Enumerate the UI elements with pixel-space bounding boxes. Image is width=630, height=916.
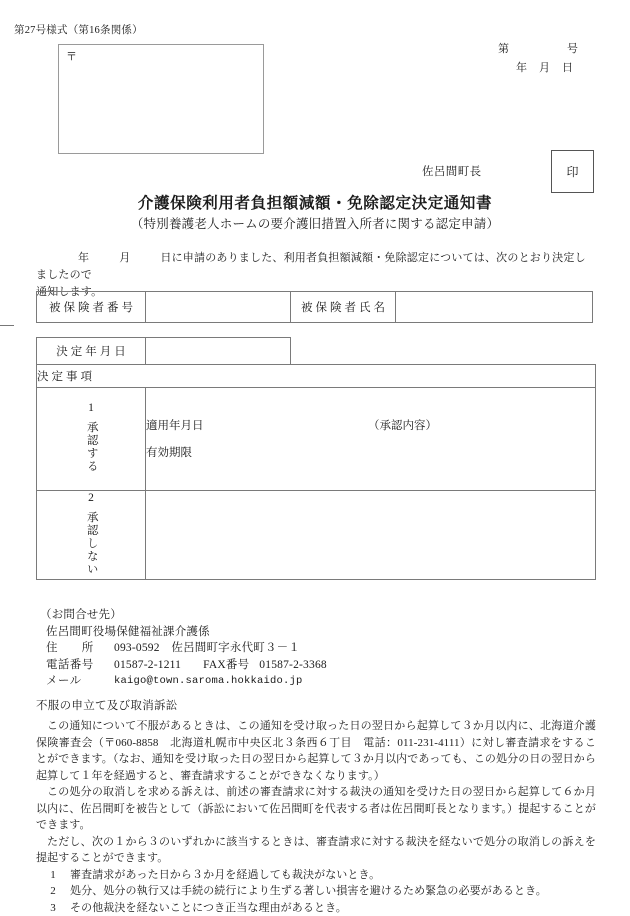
apply-date-label: 適用年月日 bbox=[146, 420, 204, 432]
page-title: 介護保険利用者負担額減額・免除認定決定通知書 bbox=[0, 191, 630, 213]
decision-option-1-body bbox=[146, 388, 596, 491]
appeal-item-1-number: 1 bbox=[36, 867, 70, 884]
contact-heading: （お問合せ先） bbox=[40, 607, 327, 624]
insured-number-label: 被保険者番号 bbox=[37, 292, 146, 323]
table-row bbox=[37, 388, 596, 491]
list-item bbox=[36, 883, 596, 900]
appeal-item-2-number: 2 bbox=[36, 883, 70, 900]
insured-name-label: 被保険者氏名 bbox=[291, 292, 396, 323]
appeal-item-2-text: 処分、処分の執行又は手続の続行により生ずる著しい損害を避けるため緊急の必要があるとき。 bbox=[70, 883, 547, 900]
decision-option-2-number: 2 bbox=[37, 492, 145, 504]
contact-tel-label: 電話番号 bbox=[46, 657, 114, 674]
contact-mail-label: メール bbox=[46, 673, 114, 690]
document-date: 年 月 日 bbox=[516, 59, 574, 75]
contact-address-row bbox=[40, 640, 327, 657]
insured-number-field[interactable] bbox=[146, 292, 291, 323]
contact-office: 佐呂間町役場保健福祉課介護係 bbox=[40, 624, 327, 641]
decision-items-label: 決定事項 bbox=[37, 365, 596, 388]
contact-tel-row bbox=[40, 657, 327, 674]
expiry-date-label: 有効期限 bbox=[146, 445, 595, 461]
appeal-paragraph-1: この通知について不服があるときは、この通知を受け取った日の翌日から起算して３か月以内に、北海道介護保険審査会（〒060-8858 北海道札幌市中央区北３条西６丁目 電話：011-231-4111）に対し審査請求をすることができます。（なお、通知を受け取った日の翌日から起算して３か月以内であっても、この処分の日の翌日から起算して１年を経過すると、審査請求することができなくなります。） bbox=[36, 718, 596, 784]
intro-line-2: 通知します。 bbox=[36, 286, 102, 298]
decision-option-1[interactable] bbox=[37, 388, 146, 491]
decision-date-spacer bbox=[291, 338, 596, 365]
contact-address-value: 093-0592 佐呂間町字永代町３－１ bbox=[114, 640, 300, 657]
decision-option-2[interactable] bbox=[37, 491, 146, 580]
appeal-section-body bbox=[36, 718, 596, 916]
contact-fax-value: 01587-2-3368 bbox=[249, 657, 327, 674]
appeal-item-3-number: 3 bbox=[36, 900, 70, 916]
list-item bbox=[36, 867, 596, 884]
issuer-name: 佐呂間町長 bbox=[422, 163, 482, 179]
decision-option-2-label: 承認しない bbox=[85, 511, 97, 576]
appeal-item-1-text: 審査請求があった日から３か月を経過しても裁決がないとき。 bbox=[70, 867, 380, 884]
contact-mail-value[interactable]: kaigo@town.saroma.hokkaido.jp bbox=[114, 673, 303, 690]
intro-line-1: 日に申請のありました、利用者負担額減額・免除認定については、次のとおり決定しましたので bbox=[36, 252, 586, 281]
contact-block bbox=[40, 607, 327, 690]
addressee-box bbox=[58, 44, 264, 154]
postal-code-icon: 〒 bbox=[66, 48, 77, 64]
contact-mail-row bbox=[40, 673, 327, 690]
document-number: 第 号 bbox=[498, 40, 579, 56]
table-row bbox=[37, 292, 593, 323]
appeal-item-3-text: その他裁決を経ないことにつき正当な理由があるとき。 bbox=[70, 900, 347, 916]
appeal-exception-list bbox=[36, 867, 596, 916]
form-number: 第27号様式（第16条関係） bbox=[14, 22, 143, 37]
insured-person-table bbox=[36, 291, 593, 323]
decision-option-2-body[interactable] bbox=[146, 491, 596, 580]
intro-year: 年 bbox=[78, 252, 89, 264]
appeal-paragraph-3: ただし、次の１から３のいずれかに該当するときは、審査請求に対する裁決を経ないで処分の取消しの訴えを提起することができます。 bbox=[36, 834, 596, 867]
contact-tel-value: 01587-2-1211 bbox=[114, 657, 181, 674]
appeal-section-heading: 不服の申立て及び取消訴訟 bbox=[36, 697, 178, 713]
official-seal-box: 印 bbox=[551, 150, 594, 193]
page-subtitle: （特別養護老人ホームの要介護旧措置入所者に関する認定申請） bbox=[0, 214, 630, 232]
decision-date-label: 決定年月日 bbox=[37, 338, 146, 365]
decision-option-1-label: 承認する bbox=[85, 421, 97, 473]
insured-name-field[interactable] bbox=[396, 292, 593, 323]
decision-table bbox=[36, 337, 596, 580]
crop-mark bbox=[0, 325, 14, 326]
contact-fax-label: FAX番号 bbox=[181, 657, 249, 674]
approval-content-note: （承認内容） bbox=[368, 418, 437, 434]
contact-address-label: 住 所 bbox=[46, 640, 114, 657]
list-item bbox=[36, 900, 596, 916]
table-row bbox=[37, 491, 596, 580]
appeal-paragraph-2: この処分の取消しを求める訴えは、前述の審査請求に対する裁決の通知を受けた日の翌日から起算して６か月以内に、佐呂間町を被告として（訴訟において佐呂間町を代表する者は佐呂間町長となります。）提起することができます。 bbox=[36, 784, 596, 834]
decision-items-header-row bbox=[37, 365, 596, 388]
decision-date-row bbox=[37, 338, 596, 365]
intro-month: 月 bbox=[119, 252, 130, 264]
decision-option-1-number: 1 bbox=[37, 402, 145, 414]
decision-date-field[interactable] bbox=[146, 338, 291, 365]
